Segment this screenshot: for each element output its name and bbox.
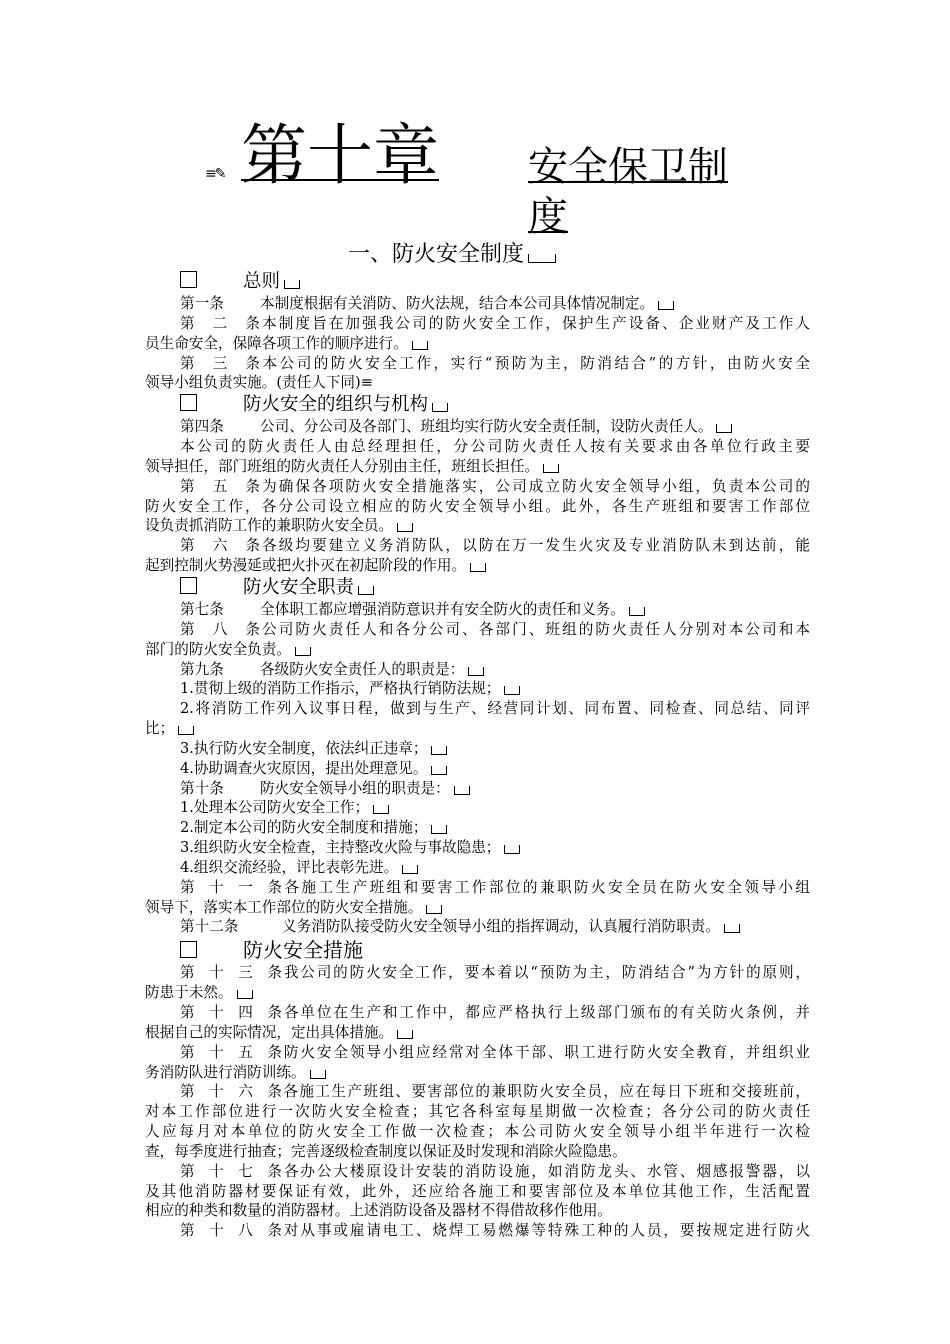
- paragraph-mark-icon: [629, 607, 645, 616]
- paragraph-mark-icon: [468, 667, 484, 676]
- article-line: 及其他消防器材要保证有效，此外，还应给各施工和要害部位及本单位其他工作，生活配置: [145, 1182, 810, 1200]
- article-line: 第十条 防火安全领导小组的职责是：: [145, 779, 810, 799]
- list-item: 2.将消防工作列入议事日程，做到与生产、经营同计划、同布置、同检查、同总结、同评: [180, 700, 810, 718]
- paragraph-mark-icon: [431, 825, 447, 834]
- list-item: 4.协助调查火灾原因，提出处理意见。: [145, 759, 810, 779]
- paragraph-mark-icon: [454, 786, 470, 795]
- heading-general: 总则: [145, 270, 810, 294]
- section-title: 一、防火安全制度: [348, 240, 556, 270]
- paragraph-mark-icon: [412, 341, 428, 350]
- article-line: 第八条公司防火责任人和各分公司、各部门、班组的防火责任人分别对本公司和本: [180, 620, 810, 638]
- article-line: 人应每月对本单位的防火安全工作做一次检查；本公司防火安全领导小组半年进行一次检: [145, 1123, 810, 1141]
- article-line: 第十一条各施工生产班组和要害工作部位的兼职防火安全员在防火安全领导小组: [180, 878, 810, 896]
- article-line: 第十四条各单位在生产和工作中，都应严格执行上级部门颁布的有关防火条例，并: [180, 1004, 810, 1021]
- article-line: 第十八条对从事或雇请电工、烧焊工易燃爆等特殊工种的人员，要按规定进行防火: [180, 1222, 810, 1240]
- paragraph-mark-icon: [431, 746, 447, 755]
- list-item: 4.组织交流经验，评比表彰先进。: [145, 858, 810, 878]
- heading-organization: 防火安全的组织与机构: [145, 393, 810, 417]
- paragraph-mark-icon: [397, 1030, 413, 1039]
- checkbox-icon: [180, 941, 197, 958]
- article-line: 第五条为确保各项防火安全措施落实，公司成立防火安全领导小组，负责本公司的: [180, 477, 810, 495]
- paragraph-mark-icon: [358, 586, 374, 595]
- heading-measures: 防火安全措施: [145, 937, 810, 963]
- paragraph-mark-icon: [470, 563, 486, 572]
- article-line: 设负责抓消防工作的兼职防火安全员。: [145, 516, 810, 536]
- article-line: 第十三条我公司的防火安全工作，要本着以“预防为主，防消结合”为方针的原则，: [180, 964, 810, 982]
- edit-mark-icon: ≡✎: [205, 166, 225, 182]
- paragraph-mark-icon: [402, 865, 418, 874]
- paragraph-mark-icon: [426, 905, 442, 914]
- article-line: 本公司的防火责任人由总经理担任，分公司防火责任人按有关要求由各单位行政主要: [180, 438, 810, 456]
- paragraph-mark-icon: [504, 686, 520, 695]
- checkbox-icon: [180, 271, 197, 288]
- checkbox-icon: [180, 577, 197, 594]
- article-line: 第四条 公司、分公司及各部门、班组均实行防火安全责任制，设防火责任人。: [145, 417, 810, 437]
- paragraph-mark-icon: [178, 726, 194, 735]
- list-item: 3.执行防火安全制度，依法纠正违章；: [145, 739, 810, 759]
- article-line: 第九条 各级防火安全责任人的职责是：: [145, 660, 810, 680]
- article-line: 领导小组负责实施。(责任人下同)≡: [145, 374, 373, 392]
- article-line: 防火安全工作，各分公司设立相应的防火安全领导小组。此外，各生产班组和要害工作部位: [145, 497, 810, 515]
- article-line: 第一条 本制度根据有关消防、防火法规，结合本公司具体情况制定。: [145, 294, 810, 314]
- article-line: 起到控制火势漫延或把火扑灭在初起阶段的作用。: [145, 556, 810, 576]
- checkbox-icon: [180, 394, 197, 411]
- article-line: 根据自己的实际情况，定出具体措施。: [145, 1023, 810, 1043]
- article-line: 部门的防火安全负责。: [145, 640, 810, 660]
- paragraph-mark-icon: [504, 845, 520, 854]
- list-item: 2.制定本公司的防火安全制度和措施；: [145, 818, 810, 838]
- paragraph-mark-icon: [284, 280, 300, 289]
- chapter-header: [205, 117, 765, 240]
- chapter-number: 第十章: [241, 117, 439, 194]
- paragraph-mark-icon: [724, 924, 740, 933]
- article-line: 第七条 全体职工都应增强消防意识并有安全防火的责任和义务。: [145, 600, 810, 620]
- article-line: 第十七条各办公大楼原设计安装的消防设施，如消防龙头、水管、烟感报警器，以: [180, 1162, 810, 1180]
- paragraph-mark-icon: [543, 464, 559, 473]
- article-line: 第十五条防火安全领导小组应经常对全体干部、职工进行防火安全教育，并组织业: [180, 1043, 810, 1061]
- heading-duties: 防火安全职责: [145, 576, 810, 600]
- paragraph-mark-icon: [432, 403, 448, 412]
- article-line: 查，每季度进行抽查；完善逐级检查制度以保证及时发现和消除火险隐患。: [145, 1142, 627, 1160]
- edit-mark-icon: ≡: [360, 374, 373, 392]
- article-line: 第十六条各施工生产班组、要害部位的兼职防火安全员，应在每日下班和交接班前，: [180, 1083, 810, 1101]
- article-line: 领导下，落实本工作部位的防火安全措施。: [145, 898, 810, 918]
- paragraph-mark-icon: [431, 766, 447, 775]
- article-line: 防患于未然。: [145, 983, 810, 1003]
- paragraph-mark-icon: [658, 301, 674, 310]
- article-line: 领导担任，部门班组的防火责任人分别由主任，班组长担任。: [145, 457, 810, 477]
- article-line: 相应的种类和数量的消防器材。上述消防设备及器材不得借故移作他用。: [145, 1202, 613, 1220]
- article-line: 员生命安全，保障各项工作的顺序进行。: [145, 334, 810, 354]
- article-line: 第二条本制度旨在加强我公司的防火安全工作，保护生产设备、企业财产及工作人: [180, 314, 810, 332]
- list-item: 1.处理本公司防火安全工作；: [145, 798, 810, 818]
- paragraph-mark-icon: [310, 1070, 326, 1079]
- article-line: 第六条各级均要建立义务消防队，以防在万一发生火灾及专业消防队未到达前，能: [180, 537, 810, 555]
- document-body: [145, 270, 810, 1241]
- chapter-subtitle: 安全保卫制度: [528, 144, 728, 240]
- article-line: 第三条本公司的防火安全工作，实行“预防为主，防消结合”的方针，由防火安全: [180, 354, 810, 372]
- article-line: 对本工作部位进行一次防火安全检查；其它各科室每星期做一次检查；各分公司的防火责任: [145, 1103, 810, 1121]
- article-line: 第十二条 义务消防队接受防火安全领导小组的指挥调动，认真履行消防职责。: [145, 917, 810, 937]
- paragraph-mark-icon: [295, 647, 311, 656]
- paragraph-mark-icon: [237, 990, 253, 999]
- paragraph-mark-icon: [397, 523, 413, 532]
- paragraph-mark-icon: [716, 424, 732, 433]
- list-item: 3.组织防火安全检查，主持整改火险与事故隐患；: [145, 838, 810, 858]
- paragraph-mark-icon: [528, 254, 556, 263]
- paragraph-mark-icon: [373, 805, 389, 814]
- list-item: 比；: [145, 719, 810, 739]
- article-line: 务消防队进行消防训练。: [145, 1063, 810, 1083]
- list-item: 1.贯彻上级的消防工作指示，严格执行销防法规；: [145, 679, 810, 699]
